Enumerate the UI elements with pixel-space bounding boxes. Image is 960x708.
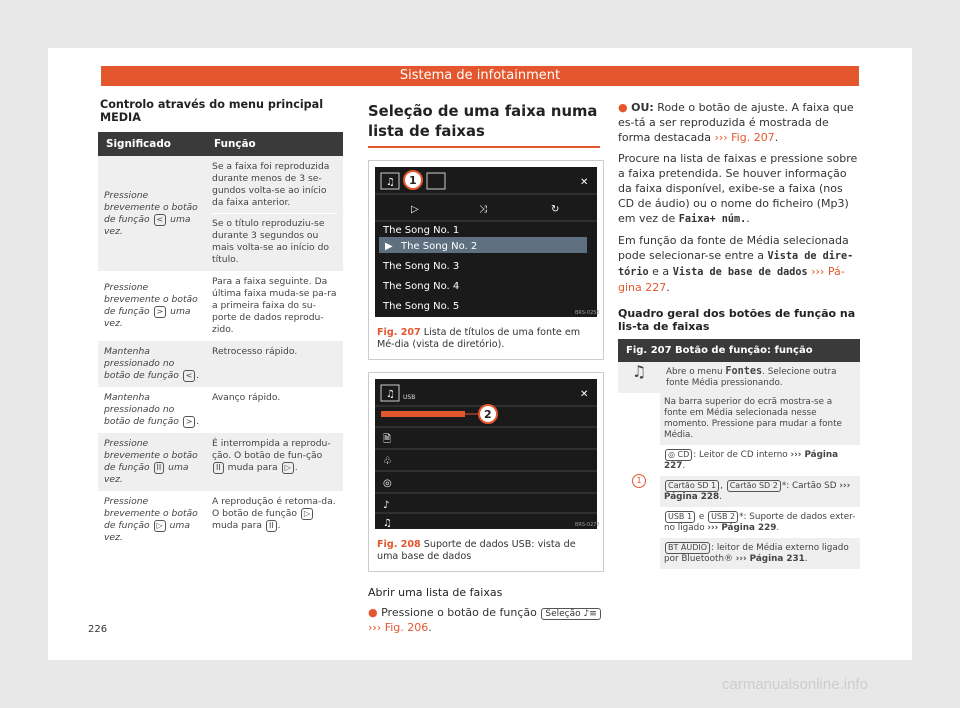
fig-ref: ››› Fig. 206 <box>368 621 429 634</box>
function-cell: Para a faixa seguinte. Da última faixa muda-se pa-ra a primeira faixa do su-porte de dados reprodu-zido. <box>212 276 337 335</box>
genre-icon: ♪ <box>383 500 390 511</box>
function-cell: Retrocesso rápido. <box>206 341 343 387</box>
next-key: > <box>183 416 196 428</box>
note-icon: ♫ <box>618 362 660 393</box>
table-header: Fig. 207 Botão de função: função <box>618 339 860 362</box>
page-number: 226 <box>88 624 108 635</box>
playing-icon: ▶ <box>385 241 393 252</box>
function-buttons-table <box>618 339 860 569</box>
source-cd: ◎ CD : Leitor de CD interno ››› Página 227. <box>664 450 839 471</box>
repeat-icon: ↻ <box>551 204 560 215</box>
pause-key: II <box>154 462 165 474</box>
shuffle-icon: ⤨ <box>479 204 487 215</box>
figure-208 <box>368 372 604 572</box>
source-description: Na barra superior do ecrã mostra-se a fonte em Média selecionada nesse momento. Pressione para mudar a fonte Média. <box>660 393 860 445</box>
close-icon: ✕ <box>580 177 589 188</box>
paragraph-or: ● OU: Rode o botão de ajuste. A faixa que es-tá a ser reproduzida é mostrada de forma destacada ››› Fig. 207. <box>618 101 854 144</box>
document-icon: 🗎 <box>383 434 392 445</box>
source-bt: BT ÁUDIO : leitor de Média externo ligado por Bluetooth® ››› Página 231. <box>660 538 860 569</box>
table-cell: Abre o menu Fontes. Selecione outra fonte Média pressionando. <box>660 362 860 393</box>
col-header-function: Função <box>206 132 343 156</box>
manual-page <box>48 48 912 660</box>
header-title: Sistema de infotainment <box>399 68 561 83</box>
prev-key: < <box>154 214 167 226</box>
table-cell <box>660 393 860 569</box>
middle-column <box>368 102 604 641</box>
table-row <box>98 156 343 271</box>
play-key: ▷ <box>154 520 166 532</box>
left-column <box>98 96 343 549</box>
pause-key: II <box>213 462 224 474</box>
table-row <box>618 393 860 569</box>
media-control-table <box>98 132 343 549</box>
sd1-key: Cartão SD 1 <box>665 480 719 492</box>
note-icon: ♫ <box>386 177 395 188</box>
figure-code: BRS-0273 <box>575 522 600 528</box>
play-key: ▷ <box>282 462 294 474</box>
action-cell: Pressione brevemente o botão de função > uma vez. <box>104 282 198 329</box>
album-icon: ◎ <box>383 478 392 489</box>
selection-bar <box>381 411 465 417</box>
function-cell: É interrompida a reprodu-ção. O botão de fun-ção II muda para ▷ . <box>206 433 343 491</box>
bullet-icon: ● <box>368 606 378 619</box>
note-icon: ♫ <box>386 389 395 400</box>
screen-track-list <box>375 167 600 317</box>
section-title: Seleção de uma faixa numa lista de faixas <box>368 102 600 148</box>
table-row <box>98 341 343 387</box>
artist-icon: ♧ <box>383 456 392 467</box>
paragraph-views: Em função da fonte de Média selecionada pode selecionar-se entre a Vista de dire-tório e a Vista de base de dados ››› Pá-gina 227. <box>618 234 854 294</box>
action-cell: Pressione brevemente o botão de função II uma vez. <box>98 433 206 491</box>
function-cell: Avanço rápido. <box>212 392 281 403</box>
callout-marker: 1 <box>632 474 646 488</box>
callout-marker-label: 1 <box>409 174 417 187</box>
figure-207 <box>368 160 604 360</box>
track-3: The Song No. 3 <box>383 261 460 272</box>
pause-key: II <box>266 520 277 532</box>
play-key: ▷ <box>301 508 313 520</box>
track-2: The Song No. 2 <box>401 241 478 252</box>
usb2-key: USB 2 <box>708 511 738 523</box>
usb-label: USB <box>403 394 416 401</box>
function-cell: Se a faixa foi reproduzida durante menos de 3 se-gundos volta-se ao início da faixa anterior. Se o título reproduziu-se durante 3 segundos ou mais volta-se ao início do título. <box>206 156 343 271</box>
action-cell: Pressione brevemente o botão de função ▷ uma vez. <box>104 496 198 543</box>
prev-key: < <box>183 370 196 382</box>
cd-key: ◎ CD <box>665 449 692 461</box>
track-1: The Song No. 1 <box>383 225 460 236</box>
col-header-meaning: Significado <box>98 132 206 156</box>
callout-marker-label: 2 <box>484 408 492 421</box>
play-icon: ▷ <box>411 204 419 215</box>
right-column <box>618 100 860 569</box>
track-list-screen <box>375 167 600 317</box>
bullet-paragraph: ● Pressione o botão de função Seleção ♪≡ ››› Fig. 206. <box>368 605 604 635</box>
action-cell: Mantenha pressionado no botão de função > . <box>104 392 200 427</box>
source-usb: USB 1 e USB 2 *: Suporte de dados exter-no ligado ››› Página 229. <box>664 512 856 533</box>
track-4: The Song No. 4 <box>383 281 460 292</box>
header-bar <box>101 66 859 86</box>
table-title: Controlo através do menu principal MEDIA <box>100 98 324 124</box>
track-5: The Song No. 5 <box>383 301 460 312</box>
subhead: Abrir uma lista de faixas <box>368 586 503 599</box>
action-cell: Pressione brevemente o botão de função < uma vez. <box>98 156 206 271</box>
table-row <box>98 433 343 491</box>
select-key: Seleção ♪≡ <box>541 608 600 620</box>
usb1-key: USB 1 <box>665 511 695 523</box>
table-row <box>98 491 343 549</box>
action-cell: Mantenha pressionado no botão de função < . <box>98 341 206 387</box>
usb-database-screen <box>375 379 600 529</box>
table-row <box>618 362 860 393</box>
screen-usb <box>375 379 600 529</box>
table-row <box>98 271 343 341</box>
close-icon: ✕ <box>580 389 589 400</box>
figure-caption: Fig. 207 Lista de títulos de uma fonte em Mé-dia (vista de diretório). <box>377 327 581 350</box>
sd2-key: Cartão SD 2 <box>727 480 781 492</box>
figure-code: BRS-0258 <box>575 310 600 316</box>
table-row <box>98 387 343 433</box>
watermark: carmanualsonline.info <box>722 676 868 693</box>
overview-heading: Quadro geral dos botões de função na lis-ta de faixas <box>618 307 856 333</box>
tracks-icon: ♫ <box>383 518 392 529</box>
function-cell: A reprodução é retoma-da. O botão de função ▷ muda para II . <box>212 496 336 531</box>
paragraph-search: Procure na lista de faixas e pressione sobre a faixa pretendida. Se houver informação da faixa disponível, exibe-se a faixa (nos CD de áudio) ou o nome do ficheiro (Mp3) em vez de Faixa+ núm.. <box>618 152 858 225</box>
bullet-icon: ● <box>618 101 628 114</box>
bt-key: BT ÁUDIO <box>665 542 710 554</box>
figure-caption: Fig. 208 Suporte de dados USB: vista de uma base de dados <box>377 539 576 562</box>
source-sd: Cartão SD 1 , Cartão SD 2 *: Cartão SD ››› Página 228. <box>660 476 860 507</box>
next-key: > <box>154 306 167 318</box>
